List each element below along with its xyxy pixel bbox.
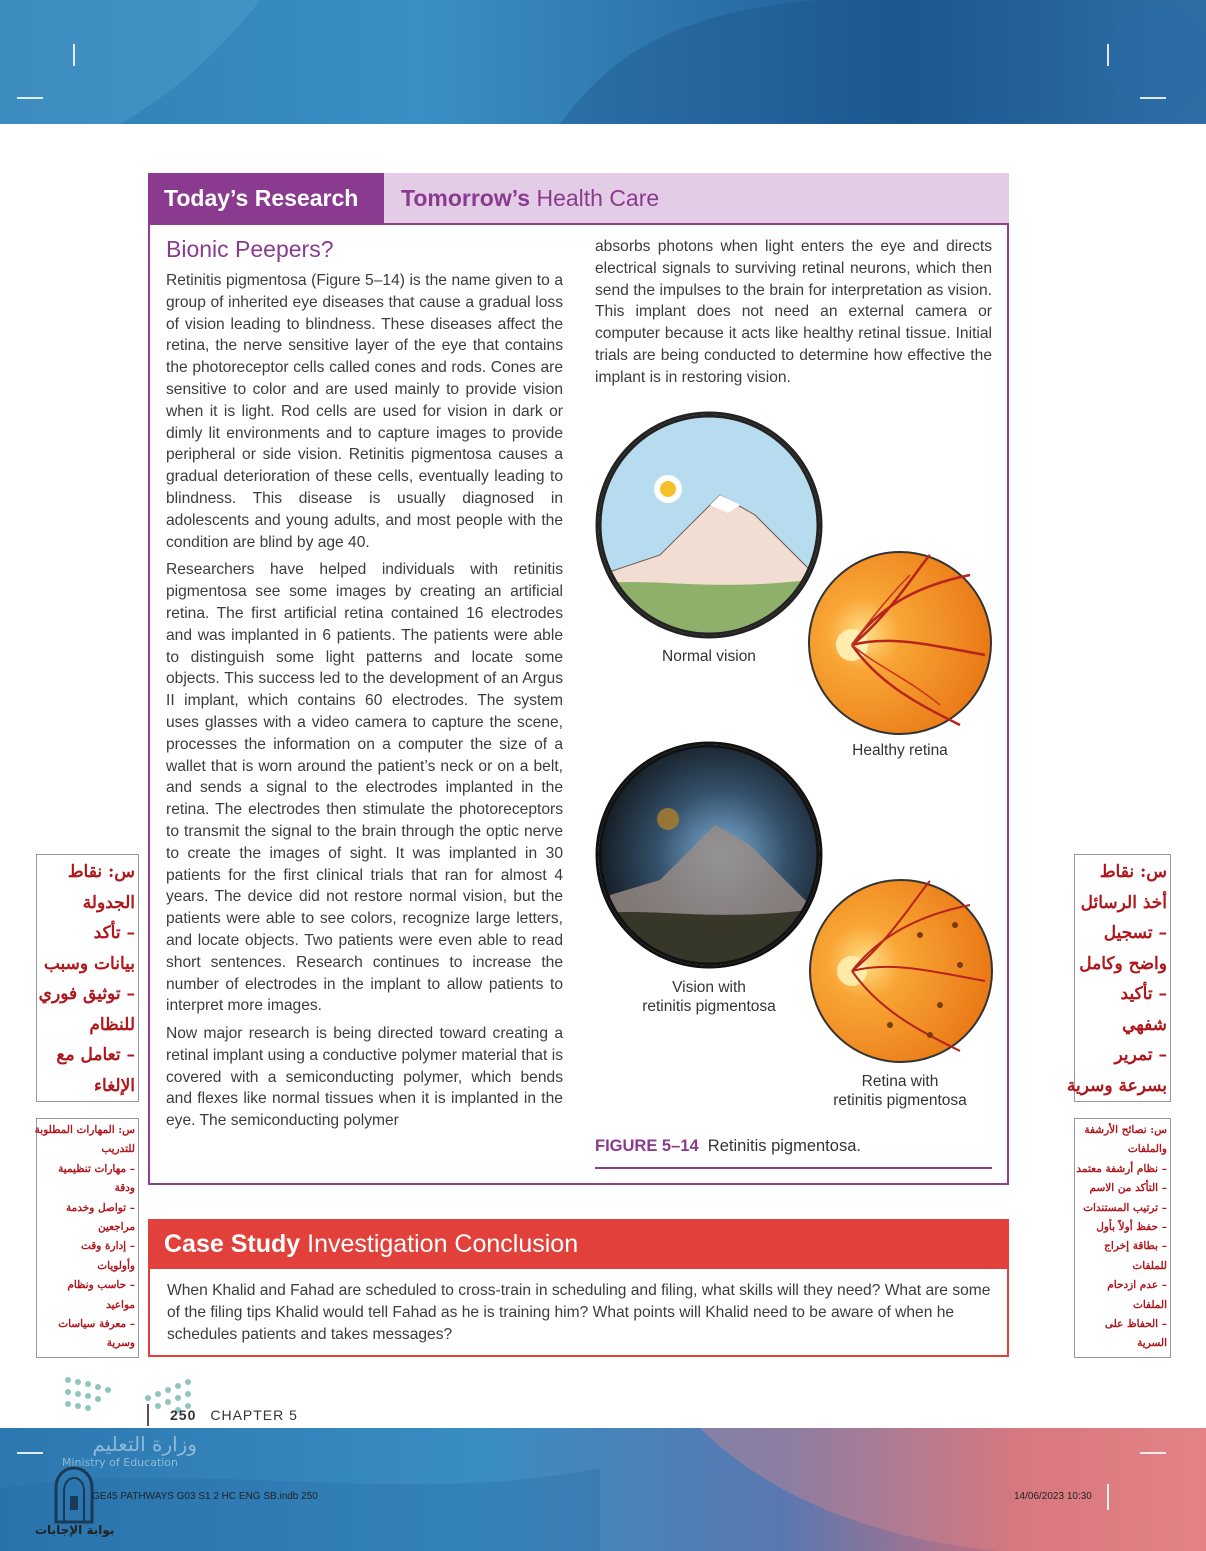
crop-mark xyxy=(1107,1484,1109,1510)
normal-vision-image xyxy=(590,405,830,645)
label-retina-rp-line1: Retina with xyxy=(861,1073,939,1090)
article-paragraph-2: Researchers have helped individuals with retinitis pigmentosa see some images by creating an artificial retina. The first artificial retina contained 16 electrodes and was implanted in 6 patients. The patients were able to distinguish some light patterns and locate some objects. This success led to the development of an Argus II implant, which contains 60 electrodes. The system uses glasses with a video camera to capture the scene, processes the information on a computer the size of a wallet that is worn around the patient’s neck or on a belt, and sends a signal to the electrodes implanted in the retina. The electrodes then stimulate the photoreceptors to transmit the signal to the brain through the optic nerve to create the images of sight. It was implanted in 30 patients for the first clinical trials that ran for almost 4 years. The device did not restore normal vision, but the patients were able to see colors, recognize large letters, and locate objects. Two patients were even able to read short sentences. Research continues to increase the number of electrodes in the implant to allow patients to interpret more images. xyxy=(166,561,563,1015)
tomorrows-health-care-label xyxy=(384,173,1009,223)
crop-mark xyxy=(1140,1452,1166,1454)
side-note-right-bottom xyxy=(1074,1118,1171,1358)
note-line: وأولويات xyxy=(97,1259,135,1272)
side-note-left-top xyxy=(36,854,139,1102)
note-line: السرية xyxy=(1137,1337,1167,1350)
note-line: – تواصل وخدمة xyxy=(65,1201,135,1214)
side-note-right-top xyxy=(1066,854,1171,1102)
todays-research-label: Today’s Research xyxy=(148,173,384,223)
header-right-rest: Health Care xyxy=(530,185,660,211)
file-timestamp: 14/06/2023 10:30 xyxy=(1014,1491,1092,1502)
article-title: Bionic Peepers? xyxy=(166,236,334,262)
case-study-bold: Case Study xyxy=(164,1230,301,1258)
note-line: شفهي xyxy=(1122,1014,1167,1035)
note-line: مراجعين xyxy=(97,1221,135,1234)
note-line: س: نقاط xyxy=(67,862,135,882)
label-vision-rp-line1: Vision with xyxy=(672,979,746,996)
note-line: وسرية xyxy=(106,1337,135,1350)
note-line: الإلغاء xyxy=(94,1075,135,1096)
figure-caption-rule xyxy=(595,1167,992,1169)
figure-caption-label: FIGURE 5–14 xyxy=(595,1137,699,1155)
note-line: – تمرير xyxy=(1114,1045,1167,1065)
brand-name: بوابة الإجابات xyxy=(35,1523,115,1537)
note-line: للتدريب xyxy=(101,1143,135,1156)
retina-with-rp-image xyxy=(810,880,992,1062)
note-line: – تأكد xyxy=(93,923,135,943)
note-line: ودقة xyxy=(114,1182,135,1195)
note-line: – الحفاظ على xyxy=(1104,1318,1167,1331)
top-banner xyxy=(0,0,1206,124)
header-right-bold: Tomorrow’s xyxy=(401,185,531,211)
note-line: – ترتيب المستندات xyxy=(1083,1201,1167,1214)
note-line: مواعيد xyxy=(106,1298,135,1311)
ministry-name-en: Ministry of Education xyxy=(62,1456,179,1469)
vision-with-rp-image xyxy=(590,735,830,975)
note-line: للملفات xyxy=(1132,1259,1167,1272)
crop-mark xyxy=(73,44,75,66)
note-line: والملفات xyxy=(1127,1143,1167,1156)
label-vision-rp-line2: retinitis pigmentosa xyxy=(642,998,776,1015)
article-paragraph-1: Retinitis pigmentosa (Figure 5–14) is the name given to a group of inherited eye diseases that cause a gradual loss of vision leading to blindness. These diseases affect the retina, the nerve sensitive layer of the eye that contains the photoreceptor cells called cones and rods. Cones are sensitive to color and are used mainly to provide vision when it is light. Rod cells are used for vision in dark or dimly lit environments and to capture images to provide peripheral or side vision. Retinitis pigmentosa causes a gradual deterioration of these cells, eventually leading to blindness. This disease is usually diagnosed in adolescents and young adults, and most people with the condition are blind by age 40. xyxy=(166,272,563,551)
figure-caption-text: Retinitis pigmentosa. xyxy=(707,1137,861,1155)
note-line: للنظام xyxy=(89,1014,135,1035)
note-line: – نظام أرشفة معتمد xyxy=(1076,1162,1167,1175)
article-column-left xyxy=(166,270,563,1138)
note-line: بيانات وسبب xyxy=(43,953,135,974)
label-normal-vision: Normal vision xyxy=(662,648,756,665)
label-retina-rp xyxy=(800,1072,1000,1110)
note-line: س: نقاط xyxy=(1099,862,1167,882)
healthy-retina-image xyxy=(809,552,991,734)
note-line: واضح وكامل xyxy=(1079,953,1167,974)
note-line: الجدولة xyxy=(82,892,135,913)
note-line: س: المهارات المطلوبة xyxy=(34,1124,135,1136)
case-study-header xyxy=(148,1219,1009,1269)
note-line: – مهارات تنظيمية xyxy=(58,1162,135,1175)
banner-wave-decoration xyxy=(0,0,1206,124)
article-paragraph-4: absorbs photons when light enters the eye and directs electrical signals to surviving retinal neurons, which then send the impulses to the brain for interpretation as vision. This implant does not need an external camera or computer because it acts like healthy retinal tissue. Initial trials are being conducted to determine how effective the implant is in restoring vision. xyxy=(595,238,992,386)
note-line: – بطاقة إخراج xyxy=(1104,1240,1167,1253)
note-line: – تسجيل xyxy=(1103,923,1167,943)
crop-mark xyxy=(17,1452,43,1454)
label-healthy-retina: Healthy retina xyxy=(852,742,948,759)
note-line: – توثيق فوري xyxy=(38,984,135,1004)
note-line: – التأكد من الاسم xyxy=(1089,1182,1167,1195)
side-note-left-bottom xyxy=(36,1118,139,1358)
note-line: – حاسب ونظام xyxy=(67,1279,135,1292)
note-line: – معرفة سياسات xyxy=(58,1318,135,1331)
article-paragraph-3: Now major research is being directed toward creating a retinal implant using a conductive polymer material that is covered with a semiconducting polymer, which bends and flexes like normal tissues when it is implanted in the eye. The semiconducting polymer xyxy=(166,1025,563,1130)
article-column-right xyxy=(595,236,992,395)
crop-mark xyxy=(1107,44,1109,66)
note-line: الملفات xyxy=(1132,1298,1167,1311)
chapter-label: CHAPTER 5 xyxy=(210,1407,298,1423)
page-footer xyxy=(170,1407,298,1423)
note-line: – تعامل مع xyxy=(56,1045,135,1065)
crop-mark xyxy=(17,97,43,99)
note-line: – إدارة وقت xyxy=(80,1240,135,1253)
label-retina-rp-line2: retinitis pigmentosa xyxy=(833,1092,967,1109)
note-line: أخذ الرسائل xyxy=(1080,892,1167,913)
note-line: – عدم ازدحام xyxy=(1107,1279,1167,1292)
figure-illustration xyxy=(590,405,1010,1125)
note-line: س: نصائح الأرشفة xyxy=(1084,1124,1167,1136)
ministry-name-ar: وزارة التعليم xyxy=(92,1432,197,1456)
crop-mark xyxy=(1140,97,1166,99)
label-vision-rp xyxy=(609,978,809,1016)
note-line: – تأكيد xyxy=(1120,984,1167,1004)
page-number-divider xyxy=(147,1404,149,1426)
page-number: 250 xyxy=(170,1407,197,1423)
file-slug: GE45 PATHWAYS G03 S1 2 HC ENG SB.indb 250 xyxy=(92,1491,318,1502)
ministry-watermark xyxy=(62,1432,197,1469)
case-study-rest: Investigation Conclusion xyxy=(300,1230,579,1258)
figure-caption xyxy=(595,1137,861,1156)
note-line: – حفظ أولاً بأول xyxy=(1096,1221,1167,1234)
note-line: بسرعة وسرية xyxy=(1066,1075,1167,1096)
case-study-body: When Khalid and Fahad are scheduled to cross-train in scheduling and filing, what skills will they need? What are some of the filing tips Khalid would tell Fahad as he is training him? What points will Khalid need to be aware of when he schedules patients and takes messages? xyxy=(148,1269,1009,1357)
gate-logo-icon xyxy=(52,1466,96,1524)
